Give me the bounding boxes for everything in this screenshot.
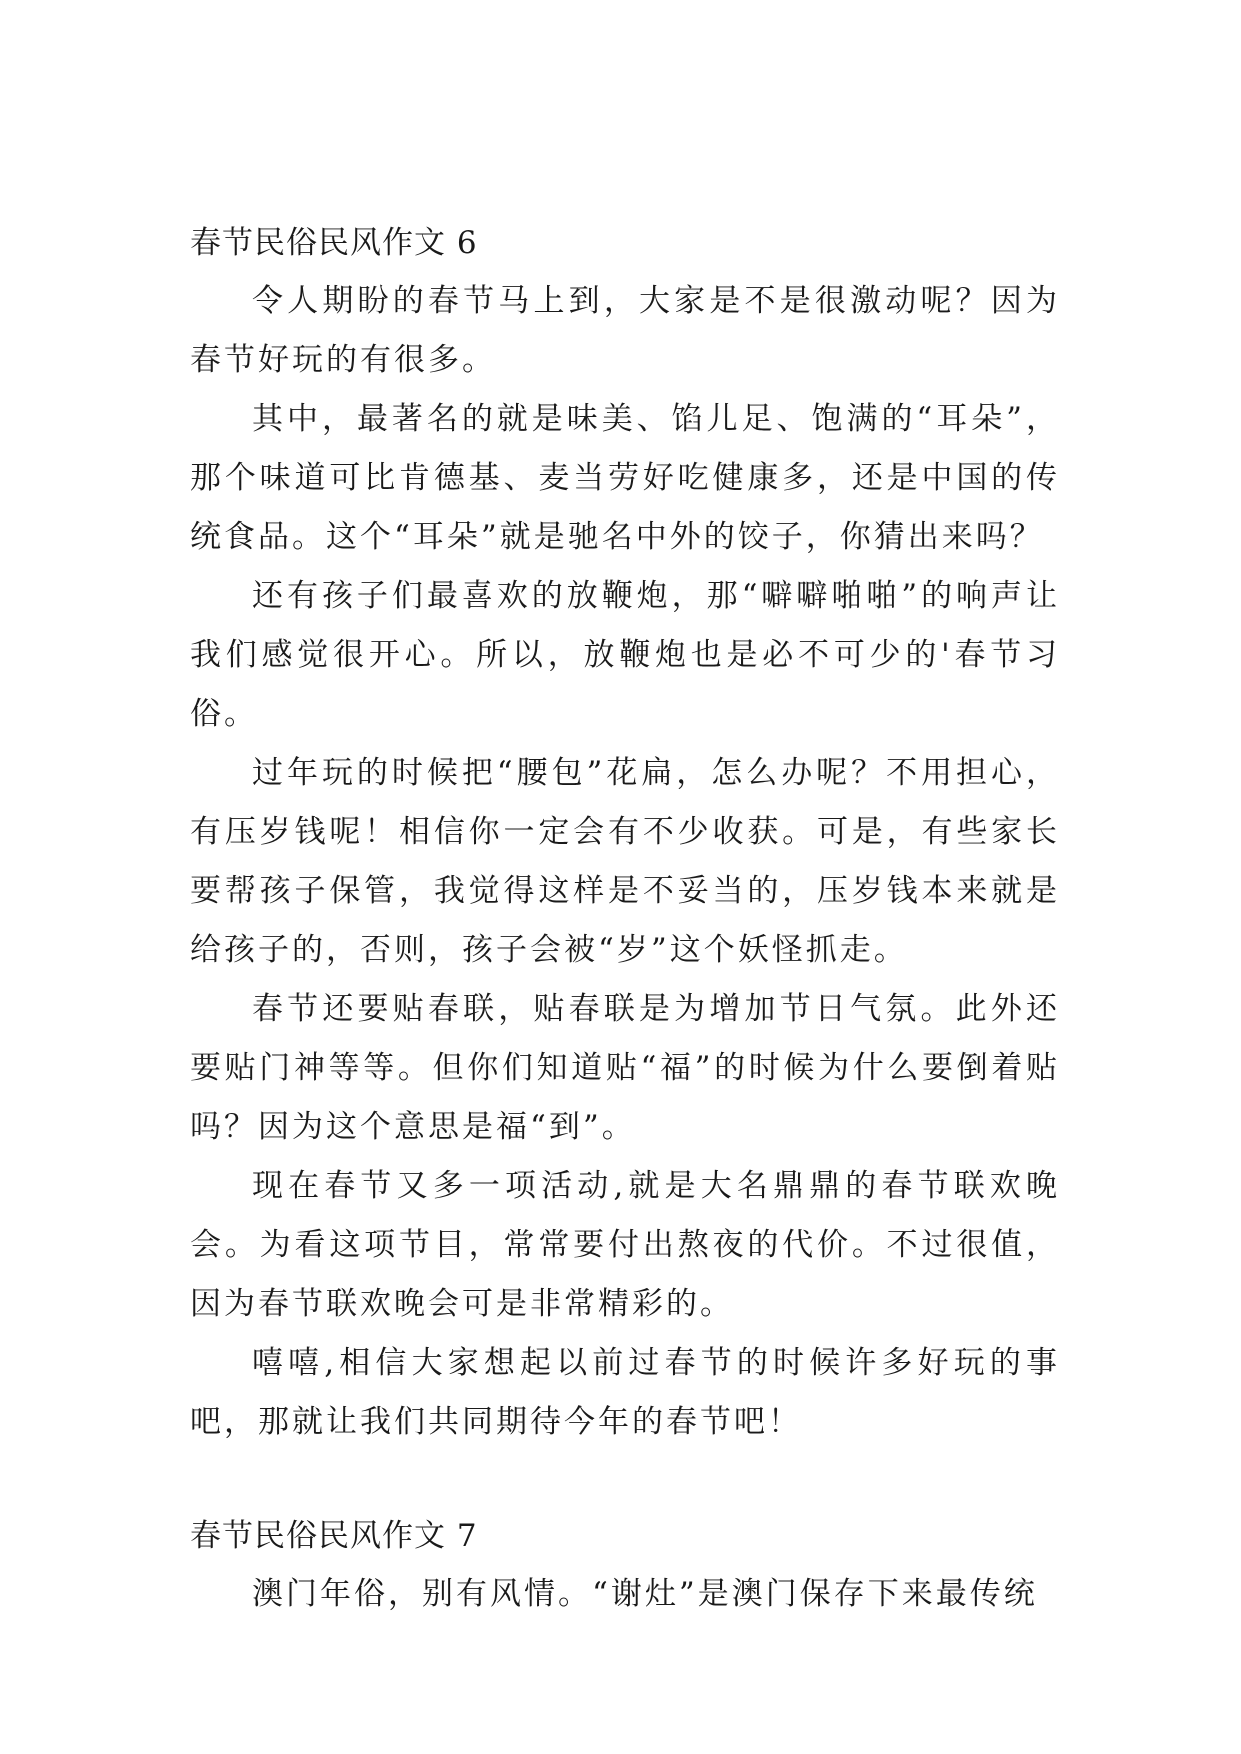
paragraph: 现在春节又多一项活动,就是大名鼎鼎的春节联欢晚会。为看这项节目，常常要付出熬夜的代价。不过很值，因为春节联欢晚会可是非常精彩的。: [190, 1168, 1060, 1322]
section-spacer: [190, 1452, 1060, 1508]
essay-title: 春节民俗民风作文 6: [190, 225, 478, 261]
essay-title: 春节民俗民风作文 7: [190, 1518, 478, 1554]
paragraph: 澳门年俗，别有风情。“谢灶”是澳门保存下来最传统: [252, 1576, 1038, 1612]
paragraph: 令人期盼的春节马上到，大家是不是很激动呢？因为春节好玩的有很多。: [190, 283, 1060, 378]
paragraph: 嘻嘻,相信大家想起以前过春节的时候许多好玩的事吧，那就让我们共同期待今年的春节吧！: [190, 1345, 1060, 1440]
document-body: [190, 215, 1060, 1624]
paragraph: 过年玩的时候把“腰包”花扁，怎么办呢？不用担心，有压岁钱呢！相信你一定会有不少收获。可是，有些家长要帮孩子保管，我觉得这样是不妥当的，压岁钱本来就是给孩子的，否则，孩子会被“岁”这个妖怪抓走。: [190, 755, 1060, 968]
paragraph: 还有孩子们最喜欢的放鞭炮，那“噼噼啪啪”的响声让我们感觉很开心。所以，放鞭炮也是必不可少的'春节习俗。: [190, 578, 1060, 732]
paragraph: 其中，最著名的就是味美、馅儿足、饱满的“耳朵”，那个味道可比肯德基、麦当劳好吃健康多，还是中国的传统食品。这个“耳朵”就是驰名中外的饺子，你猜出来吗？: [190, 401, 1060, 555]
paragraph: 春节还要贴春联，贴春联是为增加节日气氛。此外还要贴门神等等。但你们知道贴“福”的时候为什么要倒着贴吗？因为这个意思是福“到”。: [190, 991, 1060, 1145]
